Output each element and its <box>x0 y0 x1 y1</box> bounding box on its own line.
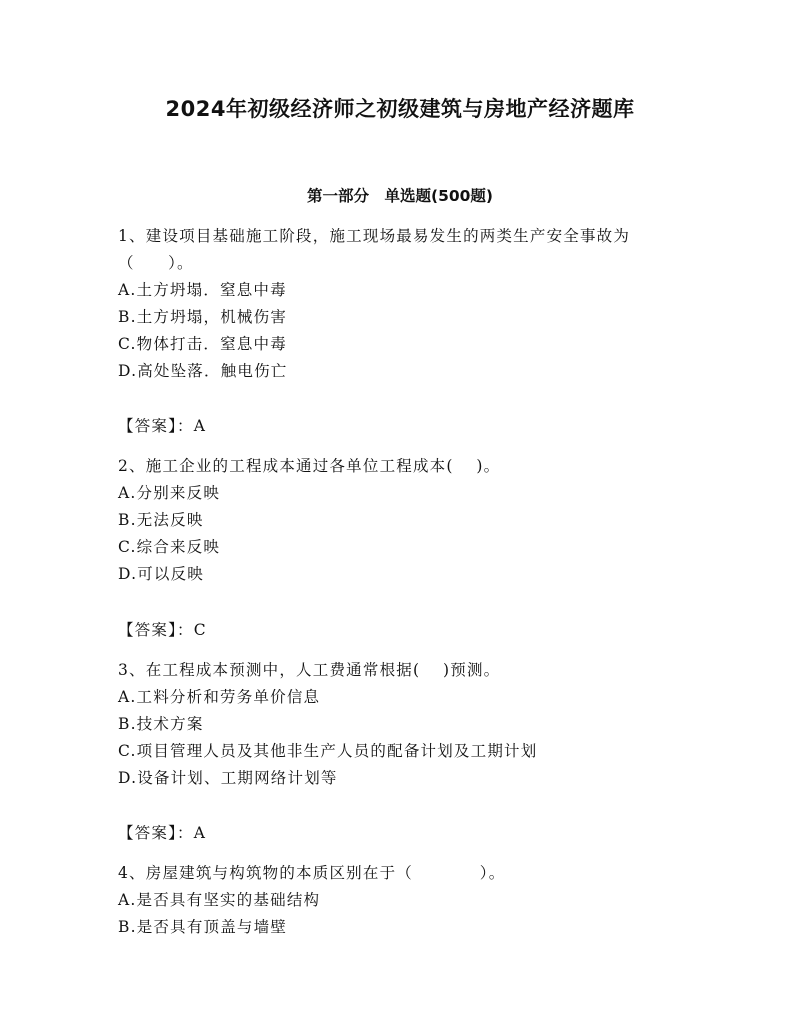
question-4-option-a: A.是否具有坚实的基础结构 <box>118 891 321 909</box>
question-2-option-a: A.分别来反映 <box>118 484 221 502</box>
question-3-option-d: D.设备计划、工期网络计划等 <box>118 769 338 787</box>
question-3-option-c: C.项目管理人员及其他非生产人员的配备计划及工期计划 <box>118 742 538 760</box>
question-3-option-a: A.工料分析和劳务单价信息 <box>118 688 321 706</box>
question-1-option-b: B.土方坍塌，机械伤害 <box>118 308 288 326</box>
question-1-stem: 1、建设项目基础施工阶段，施工现场最易发生的两类生产安全事故为 <box>118 227 631 245</box>
question-3-option-b: B.技术方案 <box>118 715 204 733</box>
question-1-option-c: C.物体打击．窒息中毒 <box>118 335 287 353</box>
section-title: 第一部分 单选题(500题) <box>306 187 494 205</box>
question-2-option-b: B.无法反映 <box>118 511 204 529</box>
question-1-option-d: D.高处坠落．触电伤亡 <box>118 362 288 380</box>
question-3-answer: 【答案】：A <box>118 824 207 842</box>
document-title: 2024年初级经济师之初级建筑与房地产经济题库 <box>165 97 635 121</box>
question-1-option-a: A.土方坍塌．窒息中毒 <box>118 281 287 299</box>
question-1-answer: 【答案】：A <box>118 417 207 435</box>
question-2-option-d: D.可以反映 <box>118 565 205 583</box>
question-3-stem: 3、在工程成本预测中，人工费通常根据( )预测。 <box>118 661 501 679</box>
question-2-option-c: C.综合来反映 <box>118 538 221 556</box>
question-4-stem: 4、房屋建筑与构筑物的本质区别在于（ ）。 <box>118 864 506 882</box>
question-2-answer: 【答案】：C <box>118 621 207 639</box>
question-1-stem-continued: （ ）。 <box>118 254 194 272</box>
question-2-stem: 2、施工企业的工程成本通过各单位工程成本( )。 <box>118 457 501 475</box>
question-4-option-b: B.是否具有顶盖与墙壁 <box>118 918 288 936</box>
